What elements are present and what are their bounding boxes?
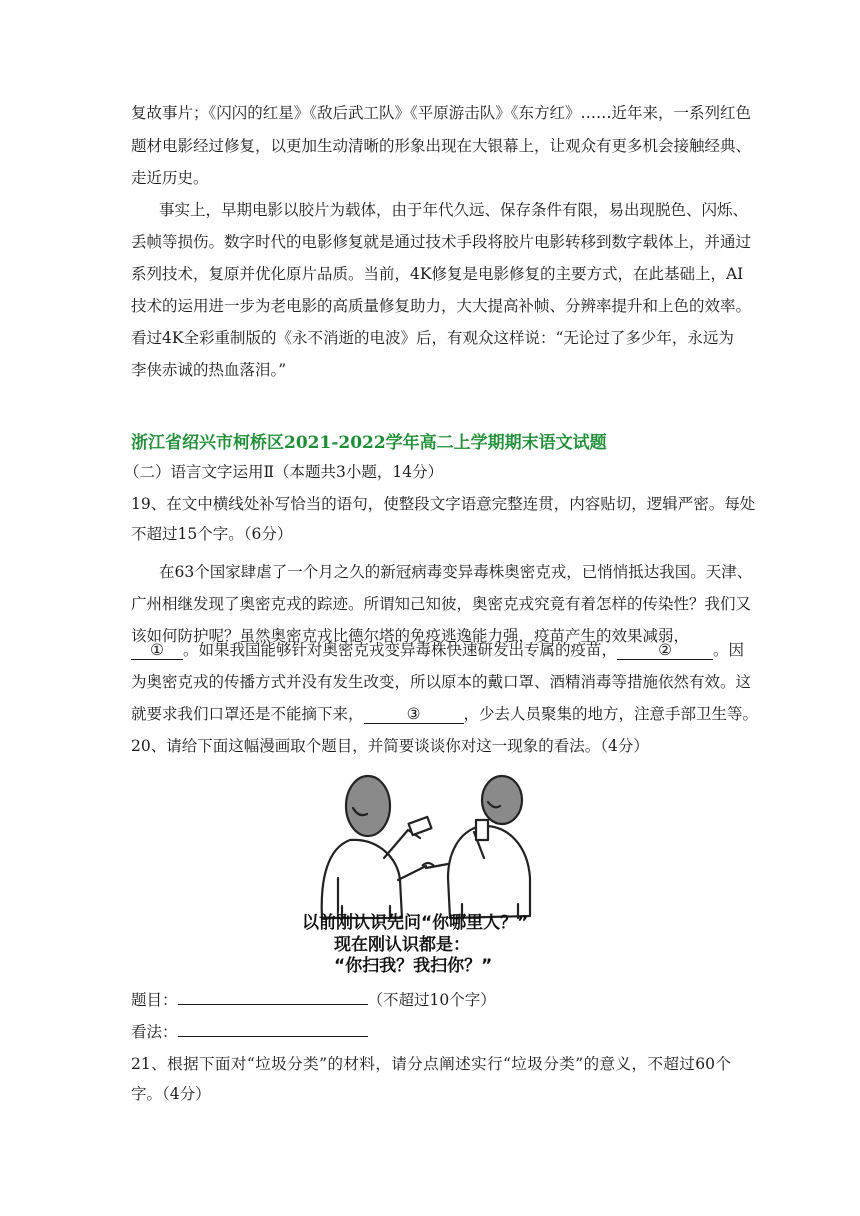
passage-line: 李侠赤诚的热血落泪。” — [131, 361, 287, 379]
title-answer-field[interactable] — [178, 1004, 368, 1005]
question-21-prompt: 字。（4分） — [131, 1085, 211, 1103]
section-subtitle: （二）语言文字运用Ⅱ（本题共3小题，14分） — [124, 463, 444, 481]
q19-passage-line: 为奥密克戎的传播方式并没有发生改变，所以原本的戴口罩、酒精消毒等措施依然有效。这 — [131, 673, 752, 691]
q19-text: 。如果我国能够针对奥密克戎变异毒株快速研发出专属的疫苗， — [183, 641, 618, 659]
q19-text: ，少去人员聚集的地方，注意手部卫生等。 — [463, 705, 759, 723]
q19-passage-line: 该如何防护呢？虽然奥密克戎比德尔塔的免疫逃逸能力强，疫苗产生的效果减弱， — [131, 627, 690, 645]
comic-caption-line: 现在刚认识都是： — [334, 935, 470, 955]
comic-handshake-illustration — [298, 768, 588, 974]
q19-blank-line — [131, 704, 759, 724]
q19-passage-line: 广州相继发现了奥密克戎的踪迹。所谓知己知彼，奥密克戎究竟有着怎样的传染性？我们又 — [131, 595, 752, 613]
question-19-prompt: 不超过15个字。（6分） — [131, 525, 293, 543]
section-title: 浙江省绍兴市柯桥区2021-2022学年高二上学期期末语文试题 — [131, 433, 607, 453]
view-answer-field[interactable] — [178, 1036, 368, 1037]
passage-line: 走近历史。 — [131, 169, 209, 187]
question-19-prompt: 19、在文中横线处补写恰当的语句，使整段文字语意完整连贯，内容贴切，逻辑严密。每处 — [131, 495, 756, 513]
q20-title-row — [131, 990, 731, 1010]
q19-passage-line: 在63个国家肆虐了一个月之久的新冠病毒变异毒株奥密克戎，已悄悄抵达我国。天津、 — [159, 563, 753, 581]
blank-2[interactable]: ② — [617, 641, 713, 660]
passage-line: 技术的运用进一步为老电影的高质量修复助力，大大提高补帧、分辨率提升和上色的效率。 — [131, 297, 752, 315]
question-21-prompt: 21、根据下面对“垃圾分类”的材料，请分点阐述实行“垃圾分类”的意义，不超过60个 — [131, 1055, 731, 1073]
view-label: 看法： — [131, 1023, 178, 1041]
comic-caption-line: 以前刚认识先问“你哪里人？” — [302, 913, 529, 933]
passage-line: 事实上，早期电影以胶片为载体，由于年代久远、保存条件有限，易出现脱色、闪烁、 — [159, 201, 749, 219]
passage-line: 系列技术，复原并优化原片品质。当前，4K修复是电影修复的主要方式，在此基础上，AI — [131, 265, 744, 283]
q19-blank-line — [131, 640, 745, 660]
title-label: 题目： — [131, 991, 178, 1009]
q19-text: 。因 — [713, 641, 745, 659]
passage-line: 丢帧等损伤。数字时代的电影修复就是通过技术手段将胶片电影转移到数字载体上，并通过 — [131, 233, 752, 251]
passage-line: 看过4K全彩重制版的《永不消逝的电波》后，有观众这样说：“无论过了多少年，永远为 — [131, 329, 734, 347]
title-hint: （不超过10个字） — [367, 991, 496, 1009]
blank-3[interactable]: ③ — [364, 705, 464, 724]
passage-line: 复故事片；《闪闪的红星》《敌后武工队》《平原游击队》《东方红》……近年来，一系列红色 — [131, 104, 752, 122]
q20-view-row — [131, 1022, 731, 1042]
question-20-prompt: 20、请给下面这幅漫画取个题目，并简要谈谈你对这一现象的看法。（4分） — [131, 737, 649, 755]
q19-text: 就要求我们口罩还是不能摘下来， — [131, 705, 364, 723]
passage-line: 题材电影经过修复，以更加生动清晰的形象出现在大银幕上，让观众有更多机会接触经典、 — [131, 137, 752, 155]
blank-1[interactable]: ① — [131, 641, 183, 660]
comic-caption-line: “你扫我？我扫你？” — [334, 956, 493, 974]
